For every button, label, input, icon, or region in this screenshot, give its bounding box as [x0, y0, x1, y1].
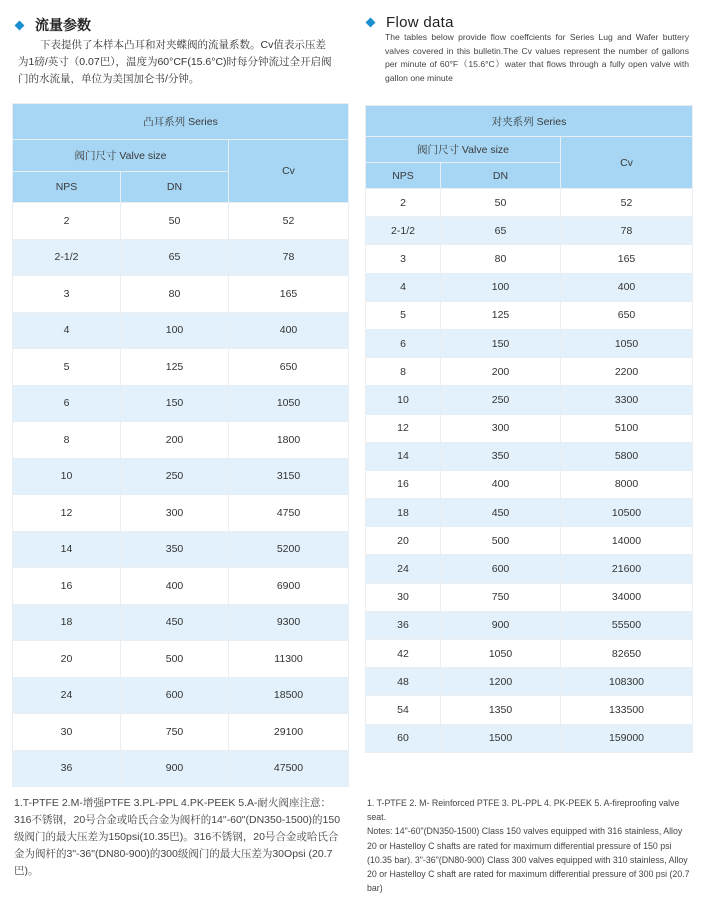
nps-cell: 4: [366, 273, 441, 301]
nps-cell: 5: [13, 349, 121, 386]
dn-cell: 450: [121, 604, 229, 641]
cv-cell: 29100: [229, 714, 349, 751]
right-notes-line1: 1. T-PTFE 2. M- Reinforced PTFE 3. PL-PPL 4. PK-PEEK 5. A-fireproofing valve seat.: [367, 798, 680, 823]
dn-cell: 350: [441, 442, 561, 470]
table-row: [13, 276, 349, 313]
table-row: [13, 458, 349, 495]
left-intro: 下表提供了本样本凸耳和对夹蝶阀的流量系数。Cv值表示压差为1磅/英寸（0.07巴），温度为60°CF(15.6°C)时每分钟流过全开启阀门的水流量，单位为美国加仑书/分钟。: [18, 39, 332, 85]
table-row: [366, 499, 693, 527]
cv-cell: 1800: [229, 422, 349, 459]
dn-cell: 350: [121, 531, 229, 568]
table-row: [13, 531, 349, 568]
dn-cell: 600: [441, 555, 561, 583]
dn-cell: 125: [441, 301, 561, 329]
dn-cell: 500: [441, 527, 561, 555]
cv-cell: 11300: [229, 641, 349, 678]
cv-header: Cv: [561, 137, 693, 189]
cv-cell: 5200: [229, 531, 349, 568]
dn-cell: 1350: [441, 696, 561, 724]
nps-cell: 16: [13, 568, 121, 605]
valve-size-header: 阀门尺寸 Valve size: [13, 140, 229, 172]
dn-cell: 50: [441, 189, 561, 217]
dn-cell: 1050: [441, 640, 561, 668]
cv-cell: 3150: [229, 458, 349, 495]
cv-cell: 5100: [561, 414, 693, 442]
table-row: [13, 239, 349, 276]
cv-cell: 3300: [561, 386, 693, 414]
table-row: [366, 329, 693, 357]
dn-cell: 100: [121, 312, 229, 349]
table-row: [366, 273, 693, 301]
lug-series-table: [12, 103, 349, 787]
dn-cell: 250: [121, 458, 229, 495]
nps-cell: 3: [366, 245, 441, 273]
cv-cell: 55500: [561, 611, 693, 639]
nps-cell: 8: [13, 422, 121, 459]
dn-cell: 450: [441, 499, 561, 527]
diamond-bullet-icon: [366, 18, 376, 28]
nps-cell: 3: [13, 276, 121, 313]
nps-cell: 42: [366, 640, 441, 668]
dn-cell: 1500: [441, 724, 561, 752]
cv-header: Cv: [229, 140, 349, 203]
cv-cell: 8000: [561, 470, 693, 498]
cv-cell: 400: [229, 312, 349, 349]
table-row: [366, 640, 693, 668]
valve-size-header: 阀门尺寸 Valve size: [366, 137, 561, 163]
dn-cell: 400: [441, 470, 561, 498]
dn-cell: 900: [441, 611, 561, 639]
nps-cell: 30: [13, 714, 121, 751]
wafer-series-table: [365, 105, 693, 753]
nps-cell: 2: [13, 203, 121, 240]
table-row: [366, 245, 693, 273]
nps-cell: 18: [366, 499, 441, 527]
nps-cell: 36: [366, 611, 441, 639]
cv-cell: 14000: [561, 527, 693, 555]
dn-cell: 500: [121, 641, 229, 678]
dn-cell: 750: [441, 583, 561, 611]
dn-cell: 80: [441, 245, 561, 273]
cv-cell: 47500: [229, 750, 349, 787]
nps-header: NPS: [366, 163, 441, 189]
cv-cell: 165: [229, 276, 349, 313]
series-header: 凸耳系列 Series: [13, 104, 349, 140]
table-row: [13, 349, 349, 386]
nps-cell: 18: [13, 604, 121, 641]
cv-cell: 6900: [229, 568, 349, 605]
right-notes: [367, 796, 693, 895]
table-row: [13, 312, 349, 349]
table-row: [366, 527, 693, 555]
dn-cell: 65: [441, 217, 561, 245]
cv-cell: 10500: [561, 499, 693, 527]
nps-cell: 48: [366, 668, 441, 696]
left-notes: 1.T-PTFE 2.M-增强PTFE 3.PL-PPL 4.PK-PEEK 5.A-耐火阀座注意：316不锈钢，20号合金或哈氏合金为阀杆的14"-60"(DN350-1500)的150级阀门的最大压差为150psi(10.35巴)。316不锈钢，20号合金或哈氏合金为阀杆的3"-36"(DN80-900)的300级阀门的最大压差为30Opsi (20.7巴)。: [14, 797, 341, 877]
diamond-bullet-icon: [15, 20, 25, 30]
left-title: 流量参数: [35, 17, 91, 33]
table-row: [13, 495, 349, 532]
nps-cell: 2-1/2: [13, 239, 121, 276]
dn-cell: 50: [121, 203, 229, 240]
nps-cell: 60: [366, 724, 441, 752]
nps-cell: 12: [366, 414, 441, 442]
cv-cell: 5800: [561, 442, 693, 470]
table-row: [13, 714, 349, 751]
table-row: [366, 668, 693, 696]
dn-cell: 200: [441, 358, 561, 386]
dn-cell: 400: [121, 568, 229, 605]
table-row: [366, 189, 693, 217]
right-heading: [367, 14, 454, 31]
cv-cell: 2200: [561, 358, 693, 386]
cv-cell: 52: [561, 189, 693, 217]
nps-cell: 20: [13, 641, 121, 678]
table-row: [13, 568, 349, 605]
nps-cell: 30: [366, 583, 441, 611]
table-row: [13, 677, 349, 714]
table-row: [366, 301, 693, 329]
table-row: [366, 611, 693, 639]
table-row: [366, 414, 693, 442]
nps-cell: 8: [366, 358, 441, 386]
cv-cell: 650: [229, 349, 349, 386]
table-row: [13, 604, 349, 641]
cv-cell: 159000: [561, 724, 693, 752]
table-row: [366, 724, 693, 752]
dn-cell: 750: [121, 714, 229, 751]
cv-cell: 18500: [229, 677, 349, 714]
dn-cell: 900: [121, 750, 229, 787]
nps-cell: 24: [366, 555, 441, 583]
nps-cell: 36: [13, 750, 121, 787]
table-row: [366, 442, 693, 470]
table-row: [366, 358, 693, 386]
cv-cell: 108300: [561, 668, 693, 696]
nps-cell: 10: [13, 458, 121, 495]
cv-cell: 21600: [561, 555, 693, 583]
right-intro: The tables below provide flow coeffcients for Series Lug and Wafer buttery valves covered in this bulletin.The Cv values represent the number of gallons per minute of 60°F（15.6°C）water that flows through a fully open valve with gallon one minute: [385, 32, 689, 83]
table-row: [13, 385, 349, 422]
dn-cell: 125: [121, 349, 229, 386]
dn-header: DN: [121, 172, 229, 203]
cv-cell: 78: [561, 217, 693, 245]
table-row: [13, 203, 349, 240]
left-heading: [16, 15, 91, 35]
table-row: [366, 217, 693, 245]
nps-cell: 2: [366, 189, 441, 217]
dn-header: DN: [441, 163, 561, 189]
nps-cell: 4: [13, 312, 121, 349]
table-row: [366, 583, 693, 611]
cv-cell: 1050: [229, 385, 349, 422]
nps-cell: 20: [366, 527, 441, 555]
right-title: Flow data: [386, 14, 454, 31]
dn-cell: 80: [121, 276, 229, 313]
nps-cell: 16: [366, 470, 441, 498]
right-notes-line2: Notes: 14"-60"(DN350-1500) Class 150 valves equipped with 316 stainless, Alloy 20 or Hastelloy C shafts are rated for maximum differential pressure of 150 psi (10.35 bar). 3"-36"(DN80-900) Class 300 valves equipped with 310 stainless, Alloy 20 or Hastelloy C shaft are rated for maximum differential pressure of 300 psi (20.7 bar): [367, 826, 690, 894]
nps-cell: 6: [366, 329, 441, 357]
nps-cell: 54: [366, 696, 441, 724]
nps-cell: 5: [366, 301, 441, 329]
cv-cell: 78: [229, 239, 349, 276]
cv-cell: 4750: [229, 495, 349, 532]
nps-header: NPS: [13, 172, 121, 203]
dn-cell: 250: [441, 386, 561, 414]
dn-cell: 150: [441, 329, 561, 357]
cv-cell: 82650: [561, 640, 693, 668]
dn-cell: 200: [121, 422, 229, 459]
dn-cell: 600: [121, 677, 229, 714]
nps-cell: 24: [13, 677, 121, 714]
table-row: [366, 555, 693, 583]
cv-cell: 34000: [561, 583, 693, 611]
nps-cell: 10: [366, 386, 441, 414]
dn-cell: 300: [441, 414, 561, 442]
cv-cell: 1050: [561, 329, 693, 357]
cv-cell: 165: [561, 245, 693, 273]
table-row: [366, 696, 693, 724]
cv-cell: 52: [229, 203, 349, 240]
nps-cell: 14: [13, 531, 121, 568]
cv-cell: 650: [561, 301, 693, 329]
table-row: [13, 422, 349, 459]
table-row: [366, 470, 693, 498]
dn-cell: 100: [441, 273, 561, 301]
nps-cell: 14: [366, 442, 441, 470]
nps-cell: 12: [13, 495, 121, 532]
cv-cell: 9300: [229, 604, 349, 641]
dn-cell: 65: [121, 239, 229, 276]
table-row: [13, 641, 349, 678]
series-header: 对夹系列 Series: [366, 106, 693, 137]
cv-cell: 400: [561, 273, 693, 301]
dn-cell: 300: [121, 495, 229, 532]
nps-cell: 6: [13, 385, 121, 422]
dn-cell: 1200: [441, 668, 561, 696]
nps-cell: 2-1/2: [366, 217, 441, 245]
cv-cell: 133500: [561, 696, 693, 724]
dn-cell: 150: [121, 385, 229, 422]
table-row: [366, 386, 693, 414]
table-row: [13, 750, 349, 787]
